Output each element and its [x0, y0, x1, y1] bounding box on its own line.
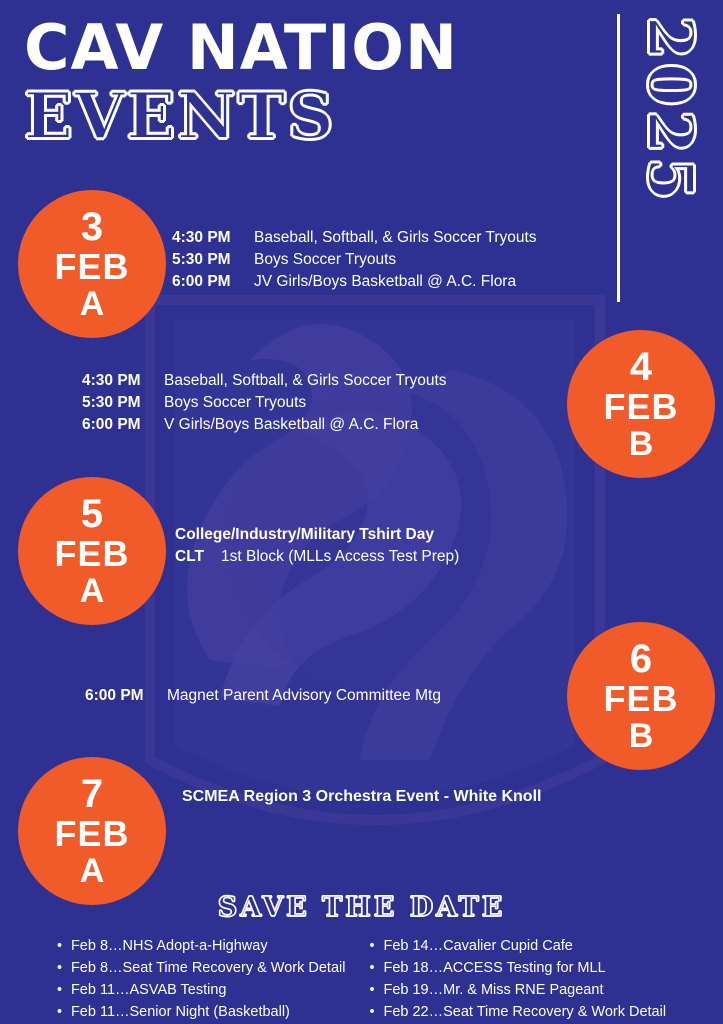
event-desc: Baseball, Softball, & Girls Soccer Tryouts	[254, 229, 537, 246]
badge-month: FEB	[54, 813, 130, 854]
event-row	[182, 786, 541, 809]
event-row	[172, 271, 537, 293]
event-list-feb-3	[172, 227, 537, 293]
event-list-feb-4	[82, 370, 447, 436]
event-row	[82, 392, 447, 414]
page-subtitle: EVENTS	[24, 78, 336, 154]
event-row	[172, 227, 537, 249]
event-time: 5:30 PM	[172, 251, 231, 268]
event-list-feb-6	[85, 685, 441, 707]
year-divider	[617, 14, 620, 302]
year-text: 2025	[634, 16, 707, 205]
list-item: • Feb 8…Seat Time Recovery & Work Detail	[57, 957, 346, 979]
date-badge-feb-5	[18, 477, 166, 625]
event-time: 6:00 PM	[172, 273, 231, 290]
event-desc: JV Girls/Boys Basketball @ A.C. Flora	[254, 273, 517, 290]
event-desc: Boys Soccer Tryouts	[254, 251, 397, 268]
badge-day: 4	[629, 345, 653, 389]
badge-letter: A	[79, 285, 105, 323]
badge-letter: A	[79, 572, 105, 610]
event-time: 4:30 PM	[82, 372, 141, 389]
event-row	[82, 414, 447, 436]
event-row	[172, 249, 537, 271]
event-row	[175, 524, 459, 546]
event-list-feb-5	[175, 524, 459, 568]
list-item: • Feb 14…Cavalier Cupid Cafe	[369, 935, 666, 957]
date-badge-feb-4	[567, 330, 715, 478]
list-item: • Feb 8…NHS Adopt-a-Highway	[57, 935, 346, 957]
list-item: • Feb 22…Seat Time Recovery & Work Detail	[369, 1001, 666, 1023]
badge-month: FEB	[603, 386, 679, 427]
event-desc: SCMEA Region 3 Orchestra Event - White Knoll	[182, 788, 542, 805]
badge-month: FEB	[603, 678, 679, 719]
save-the-date-lists	[0, 935, 723, 1023]
badge-letter: A	[79, 852, 105, 890]
event-time: 5:30 PM	[82, 394, 141, 411]
badge-month: FEB	[54, 246, 130, 287]
event-desc: College/Industry/Military Tshirt Day	[175, 526, 434, 543]
save-the-date-left-column	[57, 935, 346, 1023]
date-badge-feb-7	[18, 757, 166, 905]
save-the-date-heading	[0, 892, 723, 923]
event-desc: Baseball, Softball, & Girls Soccer Tryouts	[164, 372, 447, 389]
date-badge-feb-6	[567, 622, 715, 770]
badge-month: FEB	[54, 533, 130, 574]
list-item: • Feb 19…Mr. & Miss RNE Pageant	[369, 979, 666, 1001]
event-row	[175, 546, 459, 568]
event-desc: Magnet Parent Advisory Committee Mtg	[167, 687, 441, 704]
poster-header	[24, 11, 624, 154]
date-badge-feb-3	[18, 190, 166, 338]
event-row	[85, 685, 441, 707]
badge-day: 7	[80, 772, 104, 816]
event-desc: Boys Soccer Tryouts	[164, 394, 307, 411]
event-desc: 1st Block (MLLs Access Test Prep)	[221, 548, 460, 565]
badge-day: 6	[629, 637, 653, 681]
event-desc: V Girls/Boys Basketball @ A.C. Flora	[164, 416, 419, 433]
event-time: 4:30 PM	[172, 229, 231, 246]
page-title: CAV NATION	[24, 11, 458, 84]
badge-day: 3	[80, 205, 104, 249]
list-item: • Feb 11…Senior Night (Basketball)	[57, 1001, 346, 1023]
year-label	[631, 12, 711, 304]
event-time: 6:00 PM	[82, 416, 141, 433]
list-item: • Feb 11…ASVAB Testing	[57, 979, 346, 1001]
badge-letter: B	[628, 717, 654, 755]
badge-day: 5	[80, 492, 104, 536]
event-row	[82, 370, 447, 392]
event-list-feb-7	[182, 786, 541, 809]
list-item: • Feb 18…ACCESS Testing for MLL	[369, 957, 666, 979]
badge-letter: B	[628, 425, 654, 463]
event-time: CLT	[175, 548, 204, 565]
save-the-date-right-column	[369, 935, 666, 1023]
event-time: 6:00 PM	[85, 687, 144, 704]
save-the-date-title: SAVE THE DATE	[217, 892, 506, 923]
